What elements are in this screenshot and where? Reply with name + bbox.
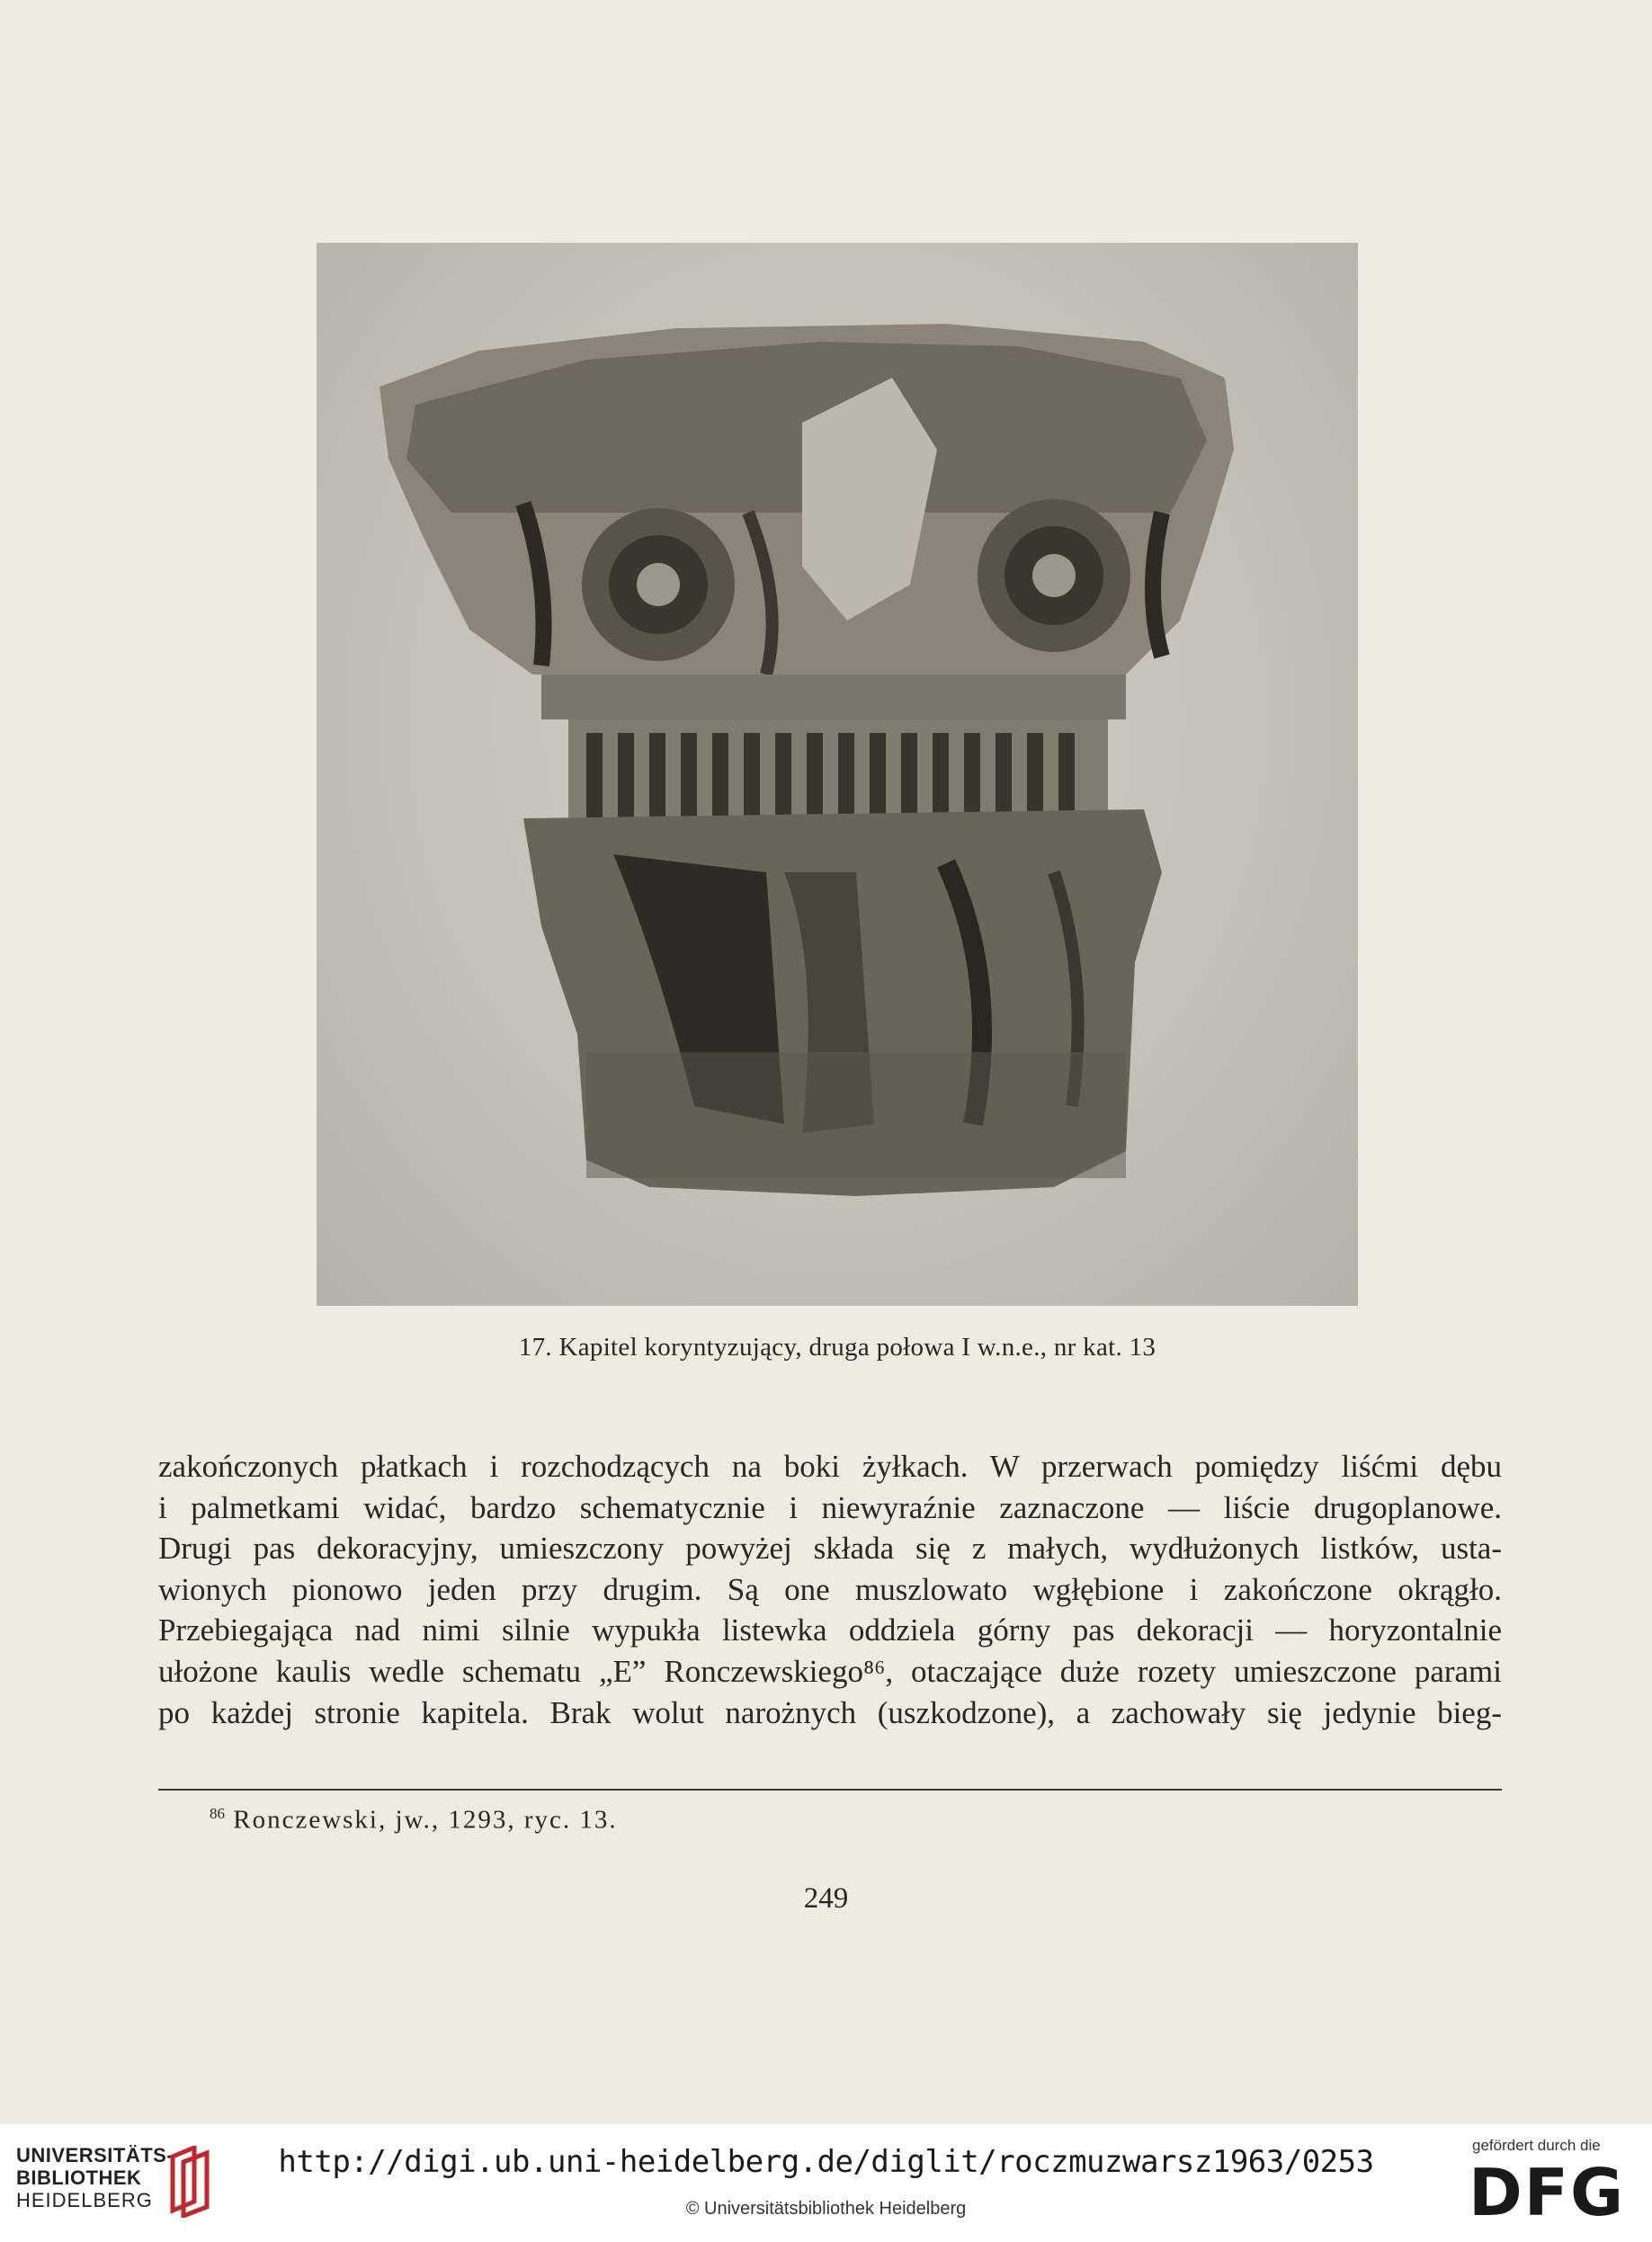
footnote: [210, 1805, 618, 1836]
corinthian-capital-image: [317, 243, 1358, 1306]
dfg-logo: DFG: [1469, 2155, 1626, 2230]
text-line: po każdej stronie kapitela. Brak wolut narożnych (uszkodzone), a zachowały się jedynie bieg-: [158, 1694, 1502, 1730]
library-name-line1: UNIVERSITÄTS-: [16, 2144, 174, 2166]
text-line: wionych pionowo jeden przy drugim. Są one muszlowato wgłębione i zakończone okrągło.: [158, 1571, 1502, 1607]
text-line: Przebiegająca nad nimi silnie wypukła listewka oddziela górny pas dekoracji — horyzontalnie: [158, 1612, 1502, 1648]
library-name-line3: HEIDELBERG: [16, 2189, 153, 2211]
funding-label: gefördert durch die: [1472, 2137, 1601, 2154]
text-line: Drugi pas dekoracyjny, umieszczony powyżej składa się z małych, wydłużonych listków, usta-: [158, 1531, 1502, 1567]
text-line: ułożone kaulis wedle schematu „E” Ronczewskiego⁸⁶, otaczające duże rozety umieszczone parami: [158, 1653, 1502, 1689]
copyright-notice: © Universitätsbibliothek Heidelberg: [685, 2199, 967, 2219]
text-line: zakończonych płatkach i rozchodzących na boki żyłkach. W przerwach pomiędzy liśćmi dębu: [158, 1449, 1502, 1484]
library-name-line2: BIBLIOTHEK: [16, 2166, 142, 2189]
footnote-number: 86: [210, 1805, 225, 1822]
page-number: 249: [803, 1882, 849, 1915]
footnote-separator: [158, 1789, 1502, 1791]
text-line: i palmetkami widać, bardzo schematycznie i niewyraźnie zaznaczone — liście drugoplanowe.: [158, 1489, 1502, 1525]
permalink-url[interactable]: http://digi.ub.uni-heidelberg.de/diglit/roczmuzwarsz1963/0253: [278, 2144, 1374, 2180]
capital-photograph: [317, 243, 1358, 1306]
viewer-footer: [0, 2124, 1652, 2242]
figure-caption: 17. Kapitel koryntyzujący, druga połowa I w.n.e., nr kat. 13: [518, 1333, 1156, 1362]
body-paragraph: [158, 1446, 1502, 1733]
footnote-text: Ronczewski, jw., 1293, ryc. 13.: [233, 1805, 618, 1835]
